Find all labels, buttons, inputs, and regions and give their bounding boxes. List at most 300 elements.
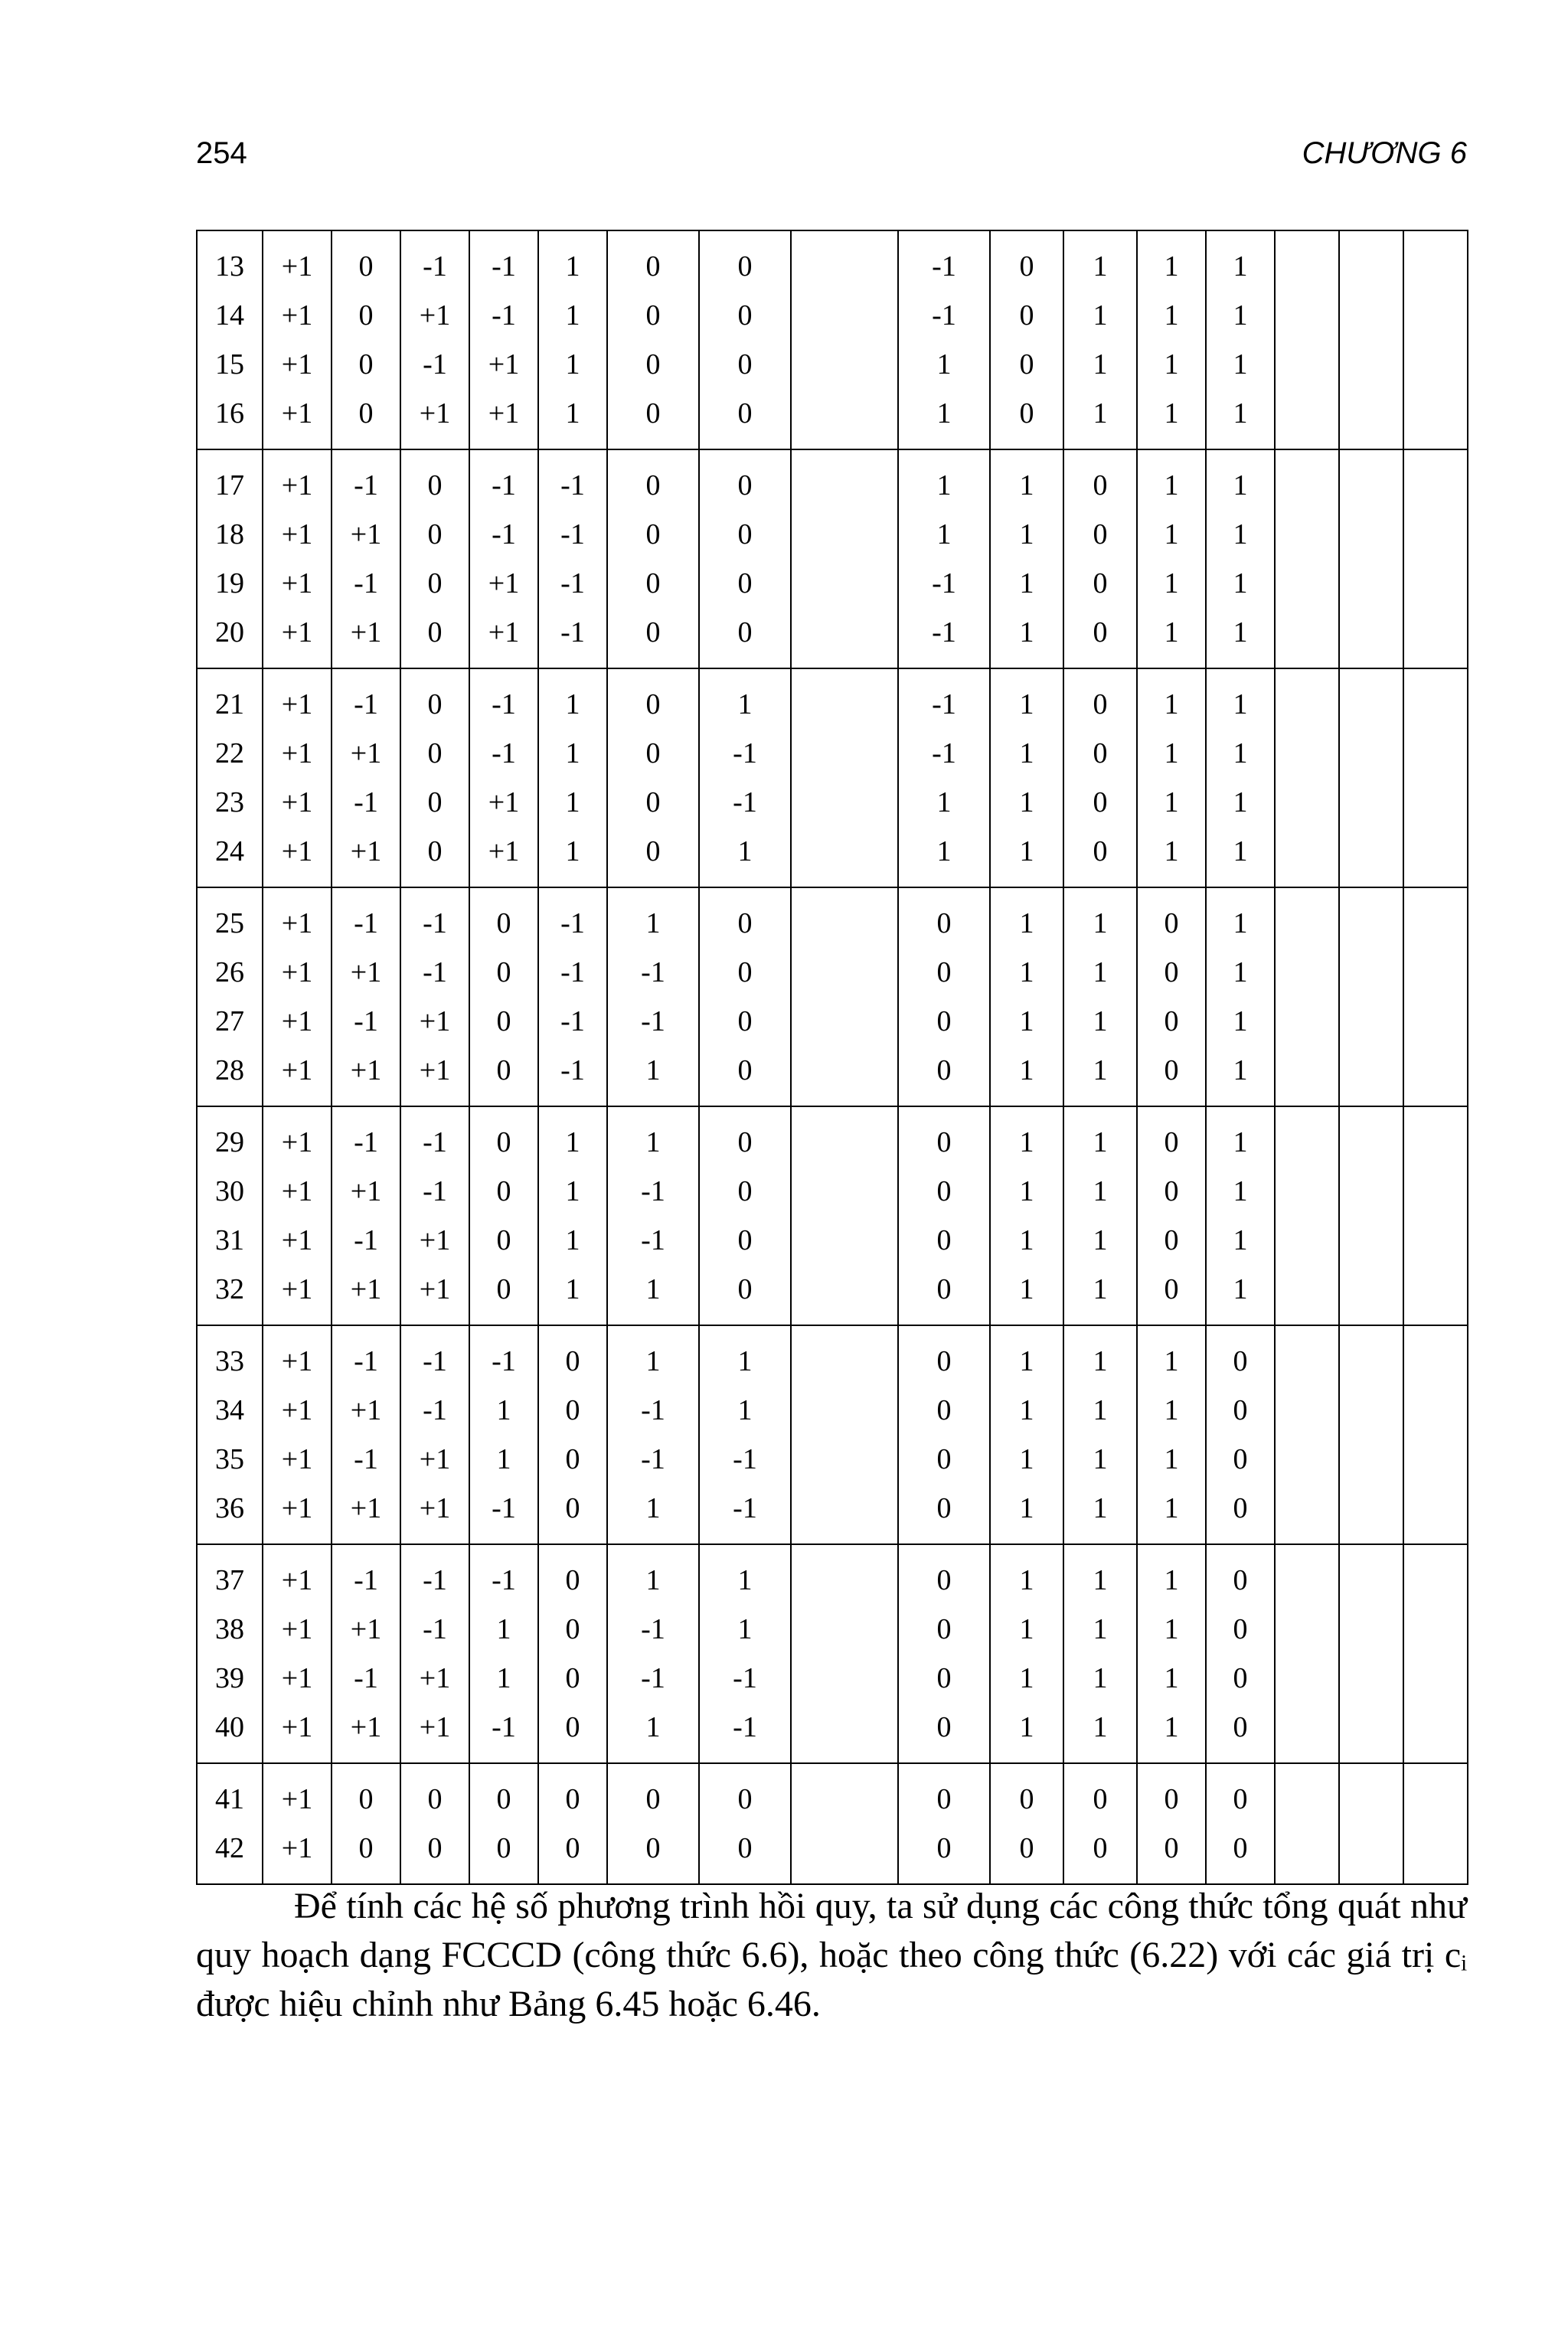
table-cell: 0 xyxy=(1137,948,1206,997)
table-cell: 1 xyxy=(990,608,1063,668)
table-cell xyxy=(1339,1265,1403,1325)
table-cell: +1 xyxy=(400,1265,469,1325)
run-number-cell: 28 xyxy=(197,1046,263,1106)
table-cell xyxy=(1403,1046,1468,1106)
table-cell: -1 xyxy=(469,1325,538,1386)
table-cell: 1 xyxy=(1206,510,1275,559)
table-cell: +1 xyxy=(263,559,332,608)
table-cell: 1 xyxy=(1063,1106,1137,1167)
run-number-cell: 36 xyxy=(197,1484,263,1544)
table-cell: 1 xyxy=(1206,1167,1275,1216)
table-cell: 1 xyxy=(538,827,607,887)
table-cell: 1 xyxy=(699,1544,791,1605)
table-cell xyxy=(791,1216,898,1265)
table-cell: 0 xyxy=(400,449,469,510)
table-row xyxy=(197,1216,1468,1265)
table-cell: -1 xyxy=(332,559,400,608)
table-cell: +1 xyxy=(263,1703,332,1763)
table-cell: -1 xyxy=(469,668,538,729)
table-cell: 0 xyxy=(1206,1435,1275,1484)
table-cell: 1 xyxy=(1206,778,1275,827)
table-cell: 1 xyxy=(1063,1605,1137,1654)
table-cell: 1 xyxy=(1063,1703,1137,1763)
run-number-cell: 13 xyxy=(197,230,263,291)
run-number-cell: 27 xyxy=(197,997,263,1046)
table-cell xyxy=(1403,1265,1468,1325)
table-cell xyxy=(1275,997,1339,1046)
table-cell: 0 xyxy=(607,230,699,291)
table-cell: -1 xyxy=(538,887,607,948)
table-cell xyxy=(791,389,898,449)
table-cell: 1 xyxy=(990,449,1063,510)
table-cell xyxy=(791,948,898,997)
table-cell xyxy=(1403,1435,1468,1484)
table-cell: -1 xyxy=(469,510,538,559)
design-matrix-table xyxy=(196,230,1468,1885)
table-cell xyxy=(1403,1605,1468,1654)
table-cell: -1 xyxy=(607,997,699,1046)
table-cell: 0 xyxy=(1137,887,1206,948)
table-cell: 1 xyxy=(538,291,607,340)
table-cell xyxy=(1403,608,1468,668)
table-cell: 0 xyxy=(699,389,791,449)
table-cell xyxy=(791,510,898,559)
table-cell: +1 xyxy=(400,1435,469,1484)
table-cell: 0 xyxy=(898,1325,990,1386)
table-cell xyxy=(791,997,898,1046)
table-cell: 1 xyxy=(990,1106,1063,1167)
table-cell xyxy=(1403,997,1468,1046)
table-row xyxy=(197,827,1468,887)
table-cell xyxy=(1339,559,1403,608)
table-cell: 0 xyxy=(538,1435,607,1484)
run-number-cell: 19 xyxy=(197,559,263,608)
table-cell: 1 xyxy=(1206,827,1275,887)
table-cell xyxy=(1403,449,1468,510)
table-cell: 1 xyxy=(469,1605,538,1654)
table-cell: 0 xyxy=(898,997,990,1046)
table-cell xyxy=(791,1265,898,1325)
table-cell: 1 xyxy=(990,1265,1063,1325)
table-cell: -1 xyxy=(607,1435,699,1484)
table-cell: 1 xyxy=(1137,668,1206,729)
table-cell: 1 xyxy=(1206,948,1275,997)
table-cell: +1 xyxy=(263,1763,332,1824)
table-cell: 1 xyxy=(1137,729,1206,778)
table-cell: +1 xyxy=(332,827,400,887)
table-cell: +1 xyxy=(263,1824,332,1884)
run-number-cell: 16 xyxy=(197,389,263,449)
table-cell: 1 xyxy=(1063,1046,1137,1106)
table-cell xyxy=(1339,291,1403,340)
table-cell: 0 xyxy=(1137,1046,1206,1106)
table-cell xyxy=(1275,1265,1339,1325)
table-cell xyxy=(1339,1167,1403,1216)
table-cell: 1 xyxy=(699,1605,791,1654)
table-cell: +1 xyxy=(332,608,400,668)
table-cell: 0 xyxy=(607,778,699,827)
table-cell: 0 xyxy=(1063,608,1137,668)
table-cell: +1 xyxy=(263,1386,332,1435)
table-cell: 1 xyxy=(990,1167,1063,1216)
table-cell: 0 xyxy=(898,1605,990,1654)
table-cell: 0 xyxy=(1063,559,1137,608)
run-number-cell: 22 xyxy=(197,729,263,778)
table-cell: 0 xyxy=(898,1544,990,1605)
table-cell xyxy=(791,827,898,887)
table-cell: 1 xyxy=(898,510,990,559)
table-cell: 1 xyxy=(699,1386,791,1435)
table-row xyxy=(197,230,1468,291)
table-cell: -1 xyxy=(538,608,607,668)
table-cell xyxy=(791,1435,898,1484)
table-cell xyxy=(791,1325,898,1386)
table-row xyxy=(197,340,1468,389)
table-cell: +1 xyxy=(400,1216,469,1265)
table-cell: +1 xyxy=(332,510,400,559)
table-cell: -1 xyxy=(538,510,607,559)
table-cell: 0 xyxy=(400,827,469,887)
table-cell: -1 xyxy=(332,1544,400,1605)
table-cell: 1 xyxy=(1137,449,1206,510)
table-cell: 0 xyxy=(1137,1824,1206,1884)
table-cell: 1 xyxy=(1137,559,1206,608)
table-cell: 0 xyxy=(990,1763,1063,1824)
table-cell xyxy=(1339,729,1403,778)
table-cell xyxy=(1339,1046,1403,1106)
table-cell: 1 xyxy=(990,887,1063,948)
table-cell: 0 xyxy=(469,1167,538,1216)
table-cell: 0 xyxy=(538,1605,607,1654)
table-cell: -1 xyxy=(332,778,400,827)
table-cell xyxy=(1339,389,1403,449)
table-cell: -1 xyxy=(607,1654,699,1703)
table-cell: -1 xyxy=(400,1386,469,1435)
table-cell: +1 xyxy=(332,1046,400,1106)
table-cell: 0 xyxy=(1137,1265,1206,1325)
table-cell: 0 xyxy=(898,1216,990,1265)
table-cell: 0 xyxy=(898,1167,990,1216)
table-cell: -1 xyxy=(332,449,400,510)
table-cell: 0 xyxy=(400,510,469,559)
table-cell: 0 xyxy=(1206,1386,1275,1435)
table-cell: 1 xyxy=(1063,230,1137,291)
table-cell: 1 xyxy=(1063,291,1137,340)
table-cell: -1 xyxy=(898,230,990,291)
table-cell: 1 xyxy=(990,827,1063,887)
table-cell xyxy=(1275,340,1339,389)
table-cell xyxy=(1275,1435,1339,1484)
table-cell: +1 xyxy=(263,729,332,778)
table-cell xyxy=(1339,668,1403,729)
table-cell: 1 xyxy=(607,1046,699,1106)
table-cell: +1 xyxy=(400,1654,469,1703)
table-cell: 1 xyxy=(1137,510,1206,559)
table-cell: +1 xyxy=(400,291,469,340)
table-cell: 1 xyxy=(699,668,791,729)
table-cell: 0 xyxy=(990,1824,1063,1884)
table-cell: 1 xyxy=(898,449,990,510)
table-cell: 0 xyxy=(400,778,469,827)
table-cell: 0 xyxy=(699,887,791,948)
table-cell xyxy=(1403,1544,1468,1605)
table-cell: 1 xyxy=(469,1386,538,1435)
table-cell: 1 xyxy=(990,1386,1063,1435)
table-cell xyxy=(1339,510,1403,559)
run-number-cell: 32 xyxy=(197,1265,263,1325)
table-cell xyxy=(1403,778,1468,827)
table-cell: 1 xyxy=(1063,1435,1137,1484)
table-cell: +1 xyxy=(263,230,332,291)
table-cell: 1 xyxy=(990,778,1063,827)
table-cell: 1 xyxy=(990,1544,1063,1605)
table-cell: +1 xyxy=(469,778,538,827)
table-cell: 0 xyxy=(990,291,1063,340)
run-number-cell: 20 xyxy=(197,608,263,668)
table-cell xyxy=(1275,1106,1339,1167)
run-number-cell: 41 xyxy=(197,1763,263,1824)
table-cell: 0 xyxy=(699,230,791,291)
table-cell xyxy=(791,608,898,668)
table-row xyxy=(197,1046,1468,1106)
table-cell: 0 xyxy=(699,1216,791,1265)
run-number-cell: 17 xyxy=(197,449,263,510)
table-cell: +1 xyxy=(332,1386,400,1435)
table-cell xyxy=(791,1484,898,1544)
table-cell: -1 xyxy=(699,1654,791,1703)
table-cell xyxy=(1339,948,1403,997)
table-cell: 1 xyxy=(1137,340,1206,389)
table-cell: 1 xyxy=(898,340,990,389)
table-cell: 1 xyxy=(990,1703,1063,1763)
table-cell: 1 xyxy=(1063,1654,1137,1703)
body-paragraph: Để tính các hệ số phương trình hồi quy, ta sử dụng các công thức tổng quát như quy hoạch dạng FCCCD (công thức 6.6), hoặc theo công thức (6.22) với các giá trị cᵢ được hiệu chỉnh như Bảng 6.45 hoặc 6.46. xyxy=(196,1886,1467,2024)
table-cell: +1 xyxy=(469,340,538,389)
table-cell: -1 xyxy=(699,1435,791,1484)
table-cell: 1 xyxy=(1063,948,1137,997)
table-cell: -1 xyxy=(469,1703,538,1763)
table-cell: 1 xyxy=(1063,340,1137,389)
table-cell: 1 xyxy=(990,1605,1063,1654)
table-cell: 1 xyxy=(1137,1435,1206,1484)
table-cell: 1 xyxy=(990,997,1063,1046)
table-cell: 0 xyxy=(699,1167,791,1216)
table-cell: 1 xyxy=(1206,291,1275,340)
table-cell: 1 xyxy=(469,1654,538,1703)
table-cell: +1 xyxy=(263,1325,332,1386)
table-row xyxy=(197,1435,1468,1484)
table-cell: 1 xyxy=(990,1216,1063,1265)
table-cell xyxy=(791,559,898,608)
table-cell xyxy=(1339,778,1403,827)
table-cell: 0 xyxy=(538,1763,607,1824)
table-cell xyxy=(1275,1386,1339,1435)
table-cell: +1 xyxy=(263,887,332,948)
table-cell xyxy=(1275,1544,1339,1605)
table-cell: +1 xyxy=(332,729,400,778)
table-cell xyxy=(791,340,898,389)
table-cell: -1 xyxy=(469,729,538,778)
table-row xyxy=(197,1824,1468,1884)
table-cell xyxy=(791,1046,898,1106)
table-cell: +1 xyxy=(263,1106,332,1167)
table-cell xyxy=(1339,1435,1403,1484)
table-cell: 0 xyxy=(607,291,699,340)
table-cell: -1 xyxy=(699,1703,791,1763)
table-cell: 1 xyxy=(699,1325,791,1386)
table-cell xyxy=(791,1824,898,1884)
table-cell xyxy=(791,1106,898,1167)
table-cell: +1 xyxy=(263,449,332,510)
table-cell: 1 xyxy=(990,948,1063,997)
page-number: 254 xyxy=(196,136,247,170)
table-cell xyxy=(1403,230,1468,291)
table-cell xyxy=(1339,230,1403,291)
run-number-cell: 42 xyxy=(197,1824,263,1884)
table-cell: 1 xyxy=(990,510,1063,559)
table-row xyxy=(197,559,1468,608)
table-cell: 1 xyxy=(1137,389,1206,449)
run-number-cell: 33 xyxy=(197,1325,263,1386)
run-number-cell: 23 xyxy=(197,778,263,827)
table-cell xyxy=(1275,230,1339,291)
table-cell xyxy=(1339,1605,1403,1654)
table-cell: 1 xyxy=(1137,608,1206,668)
table-cell xyxy=(1275,729,1339,778)
table-cell: 1 xyxy=(1063,1216,1137,1265)
table-cell: 0 xyxy=(699,1265,791,1325)
table-cell: 1 xyxy=(607,1484,699,1544)
run-number-cell: 21 xyxy=(197,668,263,729)
table-row xyxy=(197,510,1468,559)
table-row xyxy=(197,449,1468,510)
table-cell xyxy=(1339,997,1403,1046)
table-cell xyxy=(1403,1216,1468,1265)
table-row xyxy=(197,1265,1468,1325)
table-cell: 0 xyxy=(400,1824,469,1884)
table-cell: 0 xyxy=(699,1106,791,1167)
table-cell xyxy=(1339,1763,1403,1824)
table-cell: -1 xyxy=(469,1544,538,1605)
table-cell: -1 xyxy=(400,1167,469,1216)
table-cell: +1 xyxy=(332,1265,400,1325)
table-cell: 0 xyxy=(332,291,400,340)
table-cell: -1 xyxy=(898,559,990,608)
table-cell: 1 xyxy=(990,729,1063,778)
table-cell: 1 xyxy=(1063,389,1137,449)
table-cell: 0 xyxy=(538,1544,607,1605)
table-cell: 0 xyxy=(1206,1703,1275,1763)
table-cell: -1 xyxy=(607,1167,699,1216)
table-row xyxy=(197,1544,1468,1605)
table-cell: -1 xyxy=(400,887,469,948)
table-row xyxy=(197,1386,1468,1435)
table-cell xyxy=(791,729,898,778)
table-cell: -1 xyxy=(400,230,469,291)
table-cell: 0 xyxy=(898,1386,990,1435)
table-cell xyxy=(1403,389,1468,449)
table-cell: -1 xyxy=(699,1484,791,1544)
table-cell xyxy=(1403,340,1468,389)
table-cell xyxy=(1403,1763,1468,1824)
table-cell: 1 xyxy=(990,1046,1063,1106)
table-cell xyxy=(1339,1386,1403,1435)
table-cell xyxy=(1403,1654,1468,1703)
table-cell: 0 xyxy=(898,1106,990,1167)
table-cell: -1 xyxy=(332,1654,400,1703)
table-cell: +1 xyxy=(263,291,332,340)
table-cell: -1 xyxy=(607,1605,699,1654)
table-cell: -1 xyxy=(538,1046,607,1106)
table-cell: -1 xyxy=(538,449,607,510)
table-cell: 1 xyxy=(990,1654,1063,1703)
table-cell: -1 xyxy=(332,668,400,729)
table-cell: -1 xyxy=(898,291,990,340)
table-cell: 1 xyxy=(1206,389,1275,449)
table-cell xyxy=(1339,608,1403,668)
table-cell xyxy=(1275,291,1339,340)
table-cell xyxy=(1403,1167,1468,1216)
run-number-cell: 29 xyxy=(197,1106,263,1167)
table-cell: +1 xyxy=(469,389,538,449)
table-cell xyxy=(791,291,898,340)
table-cell: 0 xyxy=(1206,1763,1275,1824)
table-cell: +1 xyxy=(263,510,332,559)
table-cell: 0 xyxy=(898,1046,990,1106)
table-cell: 0 xyxy=(1206,1484,1275,1544)
table-cell: 1 xyxy=(1206,729,1275,778)
run-number-cell: 24 xyxy=(197,827,263,887)
table-row xyxy=(197,729,1468,778)
table-cell: 0 xyxy=(1063,510,1137,559)
table-cell xyxy=(1339,1106,1403,1167)
table-cell xyxy=(1339,1325,1403,1386)
table-cell xyxy=(1339,827,1403,887)
table-cell: +1 xyxy=(332,948,400,997)
table-cell: 0 xyxy=(699,948,791,997)
table-cell xyxy=(1403,510,1468,559)
table-cell: 1 xyxy=(1137,1386,1206,1435)
table-cell: 0 xyxy=(1206,1654,1275,1703)
table-cell xyxy=(1403,1824,1468,1884)
table-cell: 1 xyxy=(1206,230,1275,291)
table-row xyxy=(197,1654,1468,1703)
table-cell xyxy=(1339,1216,1403,1265)
table-cell: 0 xyxy=(607,510,699,559)
table-cell: 0 xyxy=(469,1216,538,1265)
table-cell: 0 xyxy=(990,340,1063,389)
design-matrix-table-wrap xyxy=(196,230,1467,1885)
table-cell: 1 xyxy=(538,340,607,389)
table-cell xyxy=(791,1386,898,1435)
table-cell: 0 xyxy=(332,1763,400,1824)
table-cell xyxy=(791,668,898,729)
table-cell: 1 xyxy=(538,389,607,449)
table-cell: 1 xyxy=(1063,1167,1137,1216)
table-cell: 0 xyxy=(1063,1824,1137,1884)
table-cell: 0 xyxy=(607,1763,699,1824)
table-cell: 0 xyxy=(469,1763,538,1824)
table-cell xyxy=(1403,559,1468,608)
table-cell: 1 xyxy=(1063,1386,1137,1435)
table-cell xyxy=(1339,1654,1403,1703)
table-cell: 0 xyxy=(990,230,1063,291)
table-cell: 1 xyxy=(607,887,699,948)
table-cell: 1 xyxy=(990,559,1063,608)
table-cell: 1 xyxy=(538,778,607,827)
table-cell xyxy=(1275,1824,1339,1884)
table-row xyxy=(197,997,1468,1046)
